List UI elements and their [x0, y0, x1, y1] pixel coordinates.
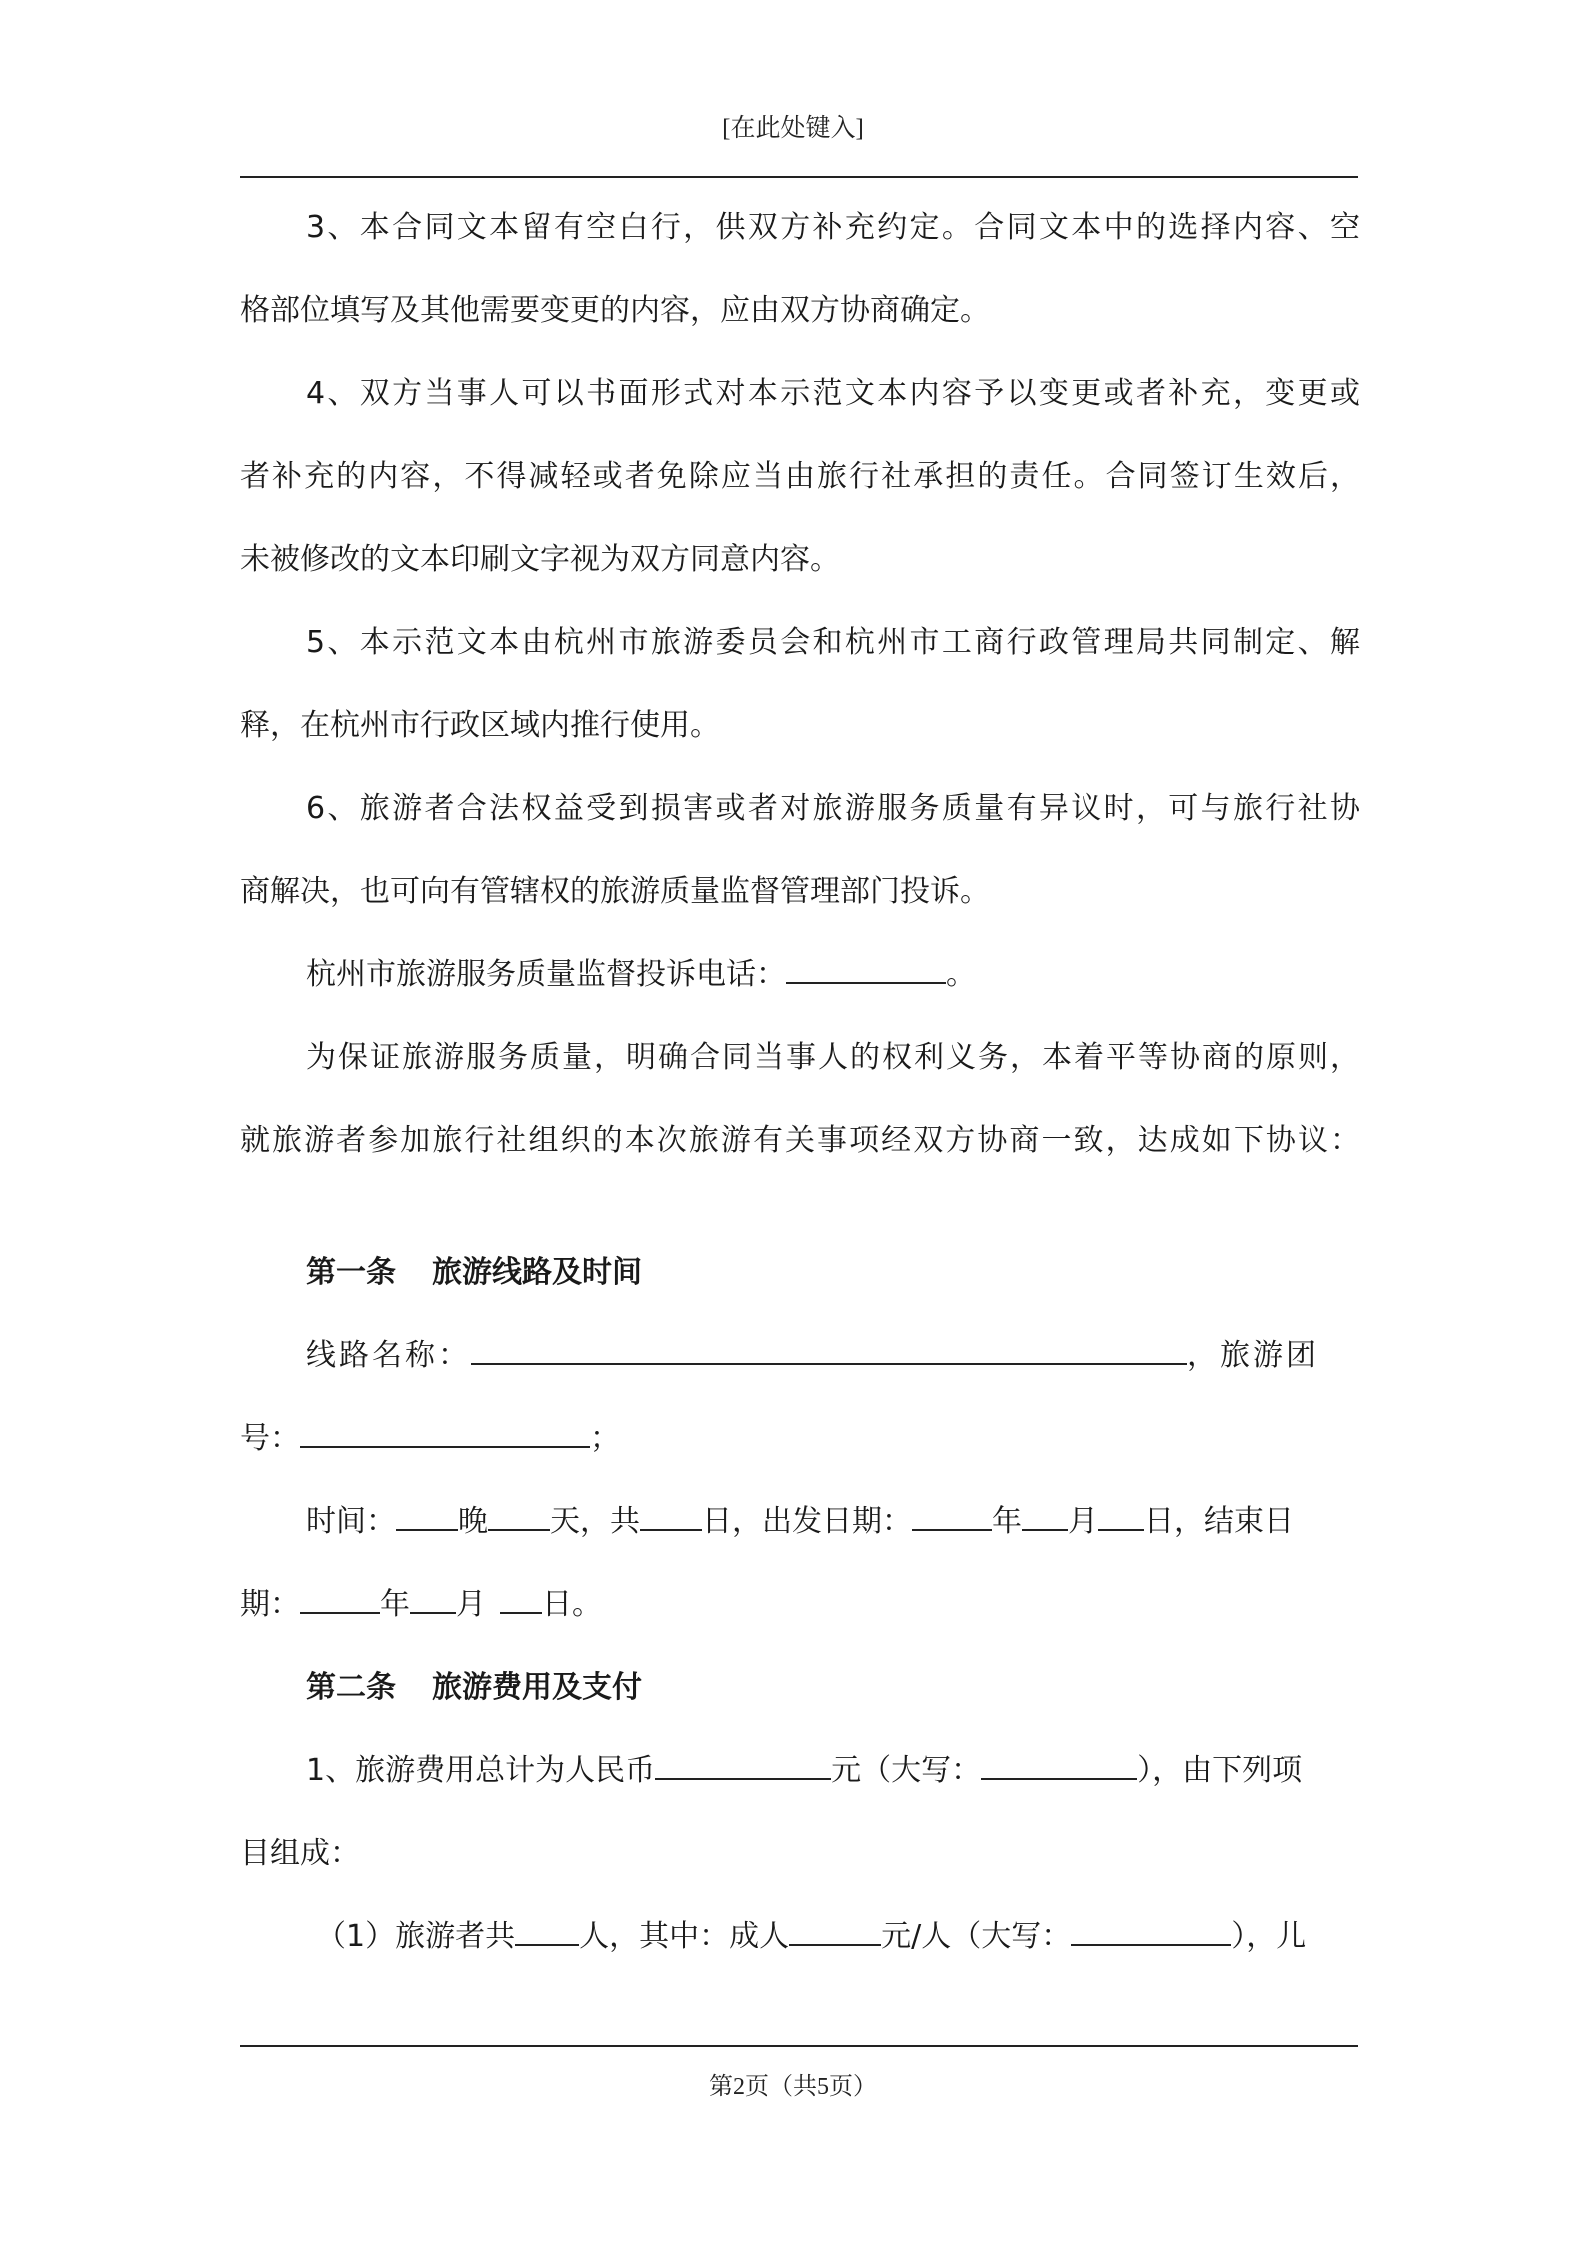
clause-3-line-1: 3、本合同文本留有空白行，供双方补充约定。合同文本中的选择内容、空 [306, 210, 1360, 245]
group-number-line: 号： ； [240, 1421, 620, 1456]
start-day-field[interactable] [1098, 1503, 1144, 1531]
clause-4-line-2: 者补充的内容，不得减轻或者免除应当由旅行社承担的责任。合同签订生效后， [240, 459, 1360, 494]
end-month-field[interactable] [410, 1586, 456, 1614]
nights-field[interactable] [396, 1503, 458, 1531]
clause-3-line-2: 格部位填写及其他需要变更的内容，应由双方协商确定。 [240, 293, 990, 328]
end-day-field[interactable] [500, 1586, 542, 1614]
adult-price-capital-field[interactable] [1071, 1918, 1231, 1946]
clause-6-line-1: 6、旅游者合法权益受到损害或者对旅游服务质量有异议时，可与旅行社协 [306, 791, 1360, 826]
article-2-title: 旅游费用及支付 [432, 1670, 642, 1705]
end-year-field[interactable] [300, 1586, 380, 1614]
route-label: 线路名称： [306, 1338, 471, 1373]
fee-total-field[interactable] [655, 1752, 831, 1780]
footer-rule [240, 2045, 1358, 2047]
clause-4-line-3: 未被修改的文本印刷文字视为双方同意内容。 [240, 542, 840, 577]
clause-5-line-1: 5、本示范文本由杭州市旅游委员会和杭州市工商行政管理局共同制定、解 [306, 625, 1360, 660]
article-1-heading [306, 1253, 1360, 1293]
intro-line-2: 就旅游者参加旅行社组织的本次旅游有关事项经双方协商一致，达成如下协议： [240, 1123, 1360, 1158]
fee-items-line: 目组成： [240, 1836, 360, 1871]
page-number: 第2页（共5页） [709, 2074, 877, 2100]
complaint-phone-label: 杭州市旅游服务质量监督投诉电话： [306, 957, 786, 992]
clause-6-line-2: 商解决，也可向有管辖权的旅游质量监督管理部门投诉。 [240, 874, 990, 909]
end-date-line: 期： 年 月 日。 [240, 1587, 602, 1622]
route-line: 线路名称： ，旅游团 [306, 1338, 1319, 1373]
total-days-field[interactable] [640, 1503, 702, 1531]
clause-4-line-1: 4、双方当事人可以书面形式对本示范文本内容予以变更或者补充，变更或 [306, 376, 1360, 411]
traveler-count-field[interactable] [515, 1918, 579, 1946]
article-2-heading [306, 1668, 1360, 1708]
fee-total-line: 1、旅游费用总计为人民币 元（大写： ），由下列项 [306, 1753, 1303, 1788]
article-1-title: 旅游线路及时间 [432, 1255, 642, 1290]
complaint-phone-field[interactable] [786, 956, 946, 984]
start-year-field[interactable] [912, 1503, 992, 1531]
clause-5-line-2: 释，在杭州市行政区域内推行使用。 [240, 708, 720, 743]
article-2-number: 第二条 [306, 1670, 396, 1705]
days-field[interactable] [488, 1503, 550, 1531]
page-header: [在此处键入] [722, 115, 864, 142]
time-line: 时间： 晚 天，共 日，出发日期： 年 月 日，结束日 [306, 1504, 1294, 1539]
adult-price-field[interactable] [789, 1918, 881, 1946]
complaint-phone-line: 杭州市旅游服务质量监督投诉电话： 。 [306, 957, 976, 992]
traveler-count-line: （1）旅游者共 人，其中：成人 元/人（大写： ），儿 [316, 1919, 1307, 1954]
start-month-field[interactable] [1022, 1503, 1068, 1531]
group-number-field[interactable] [300, 1420, 590, 1448]
intro-line-1: 为保证旅游服务质量，明确合同当事人的权利义务，本着平等协商的原则， [306, 1040, 1360, 1075]
fee-total-capital-field[interactable] [981, 1752, 1137, 1780]
article-1-number: 第一条 [306, 1255, 396, 1290]
header-rule [240, 176, 1358, 178]
route-name-field[interactable] [471, 1337, 1187, 1365]
